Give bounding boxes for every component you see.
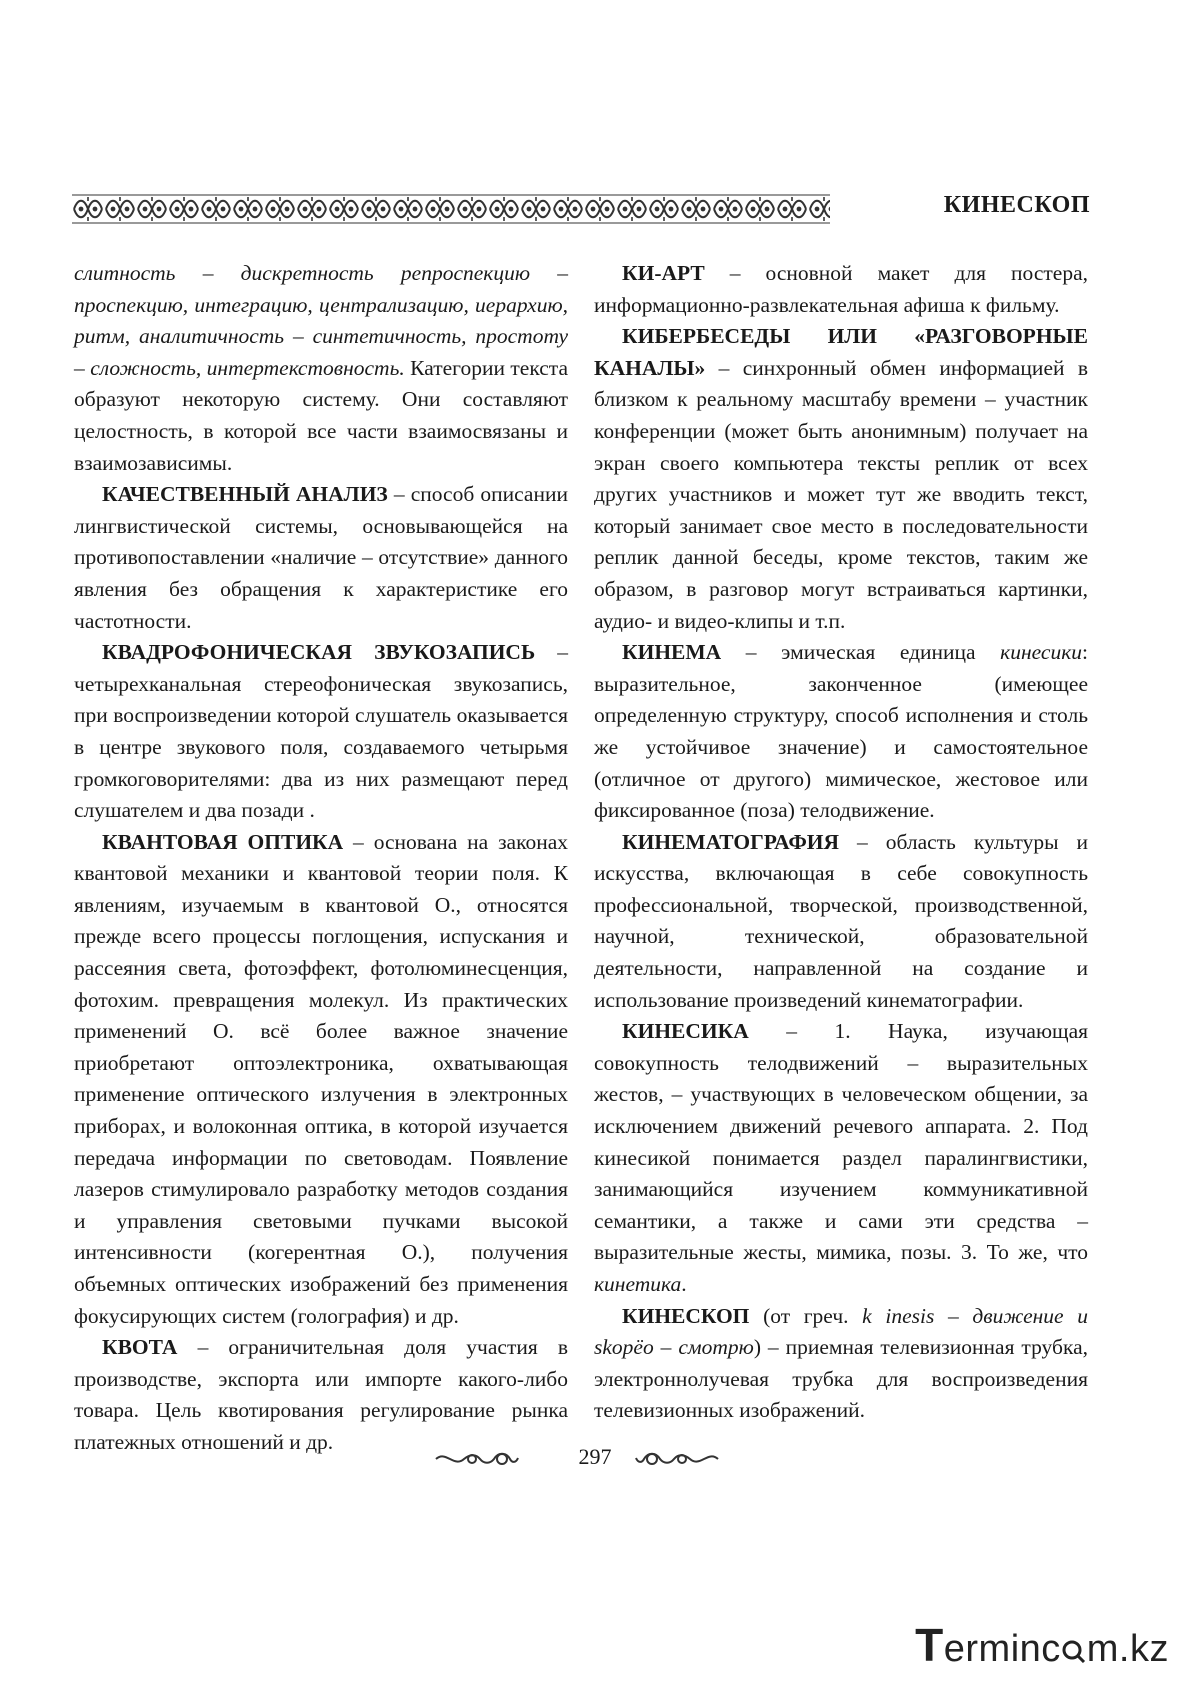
dictionary-entry-kiber [594,321,1088,637]
entry-text: – 1. Наука, изучающая совокупность телодвижений – выразительных жестов, – участвующих в человеческом общении, за исключением движений речевого аппарата. 2. Под кинесикой понимается раздел паралингвистики, занимающийся изучением коммуникативной семантики, а также и сами эти средства – выразительные жесты, мимика, позы. 3. То же, что [594,1019,1088,1265]
page-footer [0,1440,1191,1480]
right-column [594,258,1088,1427]
dictionary-entry-kinesika [594,1016,1088,1300]
entry-term: КАЧЕСТВЕННЫЙ АНАЛИЗ [102,482,388,507]
watermark-letter-t: T [915,1619,944,1671]
entry-text: – основана на законах квантовой механики и квантовой теории поля. К явлениям, изучаемым в квантовой О., относятся прежде всего процессы поглощения, испускания и рассеяния света, фотоэффект, фотолюминесценция, фотохим. превращения молекул. Из практических применений О. всё более важное значение приобретают оптоэлектроника, охватывающая применение оптического излучения в электронных приборах, и волоконная оптика, в которой изучается передача информации по световодам. Появление лазеров стимулировало разработку методов создания и управления световыми пучками высокой интенсивности (когерентная О.), получения объемных оптических изображений без применения фокусирующих систем (голография) и др. [74,829,569,1328]
entry-term: КВАДРОФОНИЧЕСКАЯ ЗВУКОЗАПИСЬ [102,640,536,665]
watermark-text-end: m.kz [1086,1628,1169,1670]
page-header [72,188,1090,228]
dictionary-entry-kachestv [74,479,568,637]
entry-text: – ограничительная доля участия в производстве, экспорта или импорте какого-либо товара. Цель квотирования регулирование рынка платежных отношений и др. [74,1335,568,1454]
entry-term: КИНЕСКОП [622,1303,750,1328]
flourish-right-icon [632,1446,722,1472]
dictionary-entry-kinema [594,637,1088,827]
left-column [74,258,568,1459]
flourish-left-icon [432,1446,522,1472]
page-number: 297 [578,1444,612,1469]
dictionary-entry-cont [74,258,568,479]
entry-term: КВАНТОВАЯ ОПТИКА [102,829,344,854]
dictionary-entry-kineskop [594,1301,1088,1427]
entry-term: КВОТА [102,1335,178,1360]
entry-term: КИБЕРБЕСЕДЫ ИЛИ «РАЗГОВОРНЫЕ КАНАЛЫ» [594,324,1088,380]
entry-term: КИ-АРТ [622,261,705,285]
entry-text: (от греч. [749,1303,863,1328]
entry-term: КИНЕМАТОГРАФИЯ [622,829,840,854]
italic-text: кинетика [594,1272,682,1296]
italic-text: кинесики [1000,640,1083,665]
entry-text: : выразительное, законченное (имеющее определенную структуру, способ исполнения и столь же устойчивое значение) и самостоятельное (отличное от другого) мимическое, жестовое или фиксированное (поза) телодвижение. [594,640,1088,823]
entry-term: КИНЕМА [622,640,722,665]
entry-text: Категории текста образуют некоторую систему. Они составляют целостность, в которой все части взаимосвязаны и взаимозависимы. [74,355,568,475]
dictionary-entry-kvadro [74,637,568,827]
entry-text: – эмическая единица [721,640,1001,665]
entry-text: – четырехканальная стереофоническая звукозапись, при воспроизведении которой слушатель оказывается в центре звукового поля, создаваемого четырьмя громкоговорителями: два из них размещают перед слушателем и два позади . [74,640,569,823]
entry-text: – область культуры и искусства, включающая в себе совокупность профессиональной, творческой, производственной, научной, технической, образовательной деятельности, направленной на создание и использование произведений кинематографии. [594,829,1088,1012]
entry-text: – основной макет для постера, информационно-развлекательная афиша к фильму. [594,261,1088,317]
running-head: КИНЕСКОП [943,192,1090,218]
entry-text: – синхронный обмен информацией в близком к реальному масштабу времени – участник конференции (может быть анонимным) получает на экран своего компьютера тексты реплик от всех других участников и может тут же вводить текст, который занимает свое место в последовательности реплик данной беседы, кроме текстов, таким же образом, в разговор могут встраиваться картинки, аудио- и видео-клипы и т.п. [594,355,1088,633]
entry-text: ) – приемная телевизионная трубка, электроннолучевая трубка для воспроизведения телевизионных изображений. [594,1335,1089,1423]
entry-text: . [681,1272,687,1296]
entry-term: КИНЕСИКА [622,1019,749,1044]
magnifier-icon [1061,1637,1087,1663]
watermark-text-mid: erminc [943,1628,1061,1670]
italic-text: k inesis – движение и skopёо – смотрю [594,1303,1088,1360]
dictionary-entry-kiart [594,258,1088,321]
entry-text: – способ описании лингвистической системы, основывающейся на противопоставлении «наличие – отсутствие» данного явления без обращения к характеристике его частотности. [74,482,568,633]
watermark-logo [915,1618,1169,1672]
italic-text: слитность – дискретность репроспекцию – проспекцию, интеграцию, централизацию, иерархию, ритм, аналитичность – синтетичность, простоту – сложность, интертекстовность. [74,261,568,380]
dictionary-entry-kinemat [594,827,1088,1017]
ornament-border-icon [72,194,830,224]
dictionary-entry-kvant [74,827,568,1333]
